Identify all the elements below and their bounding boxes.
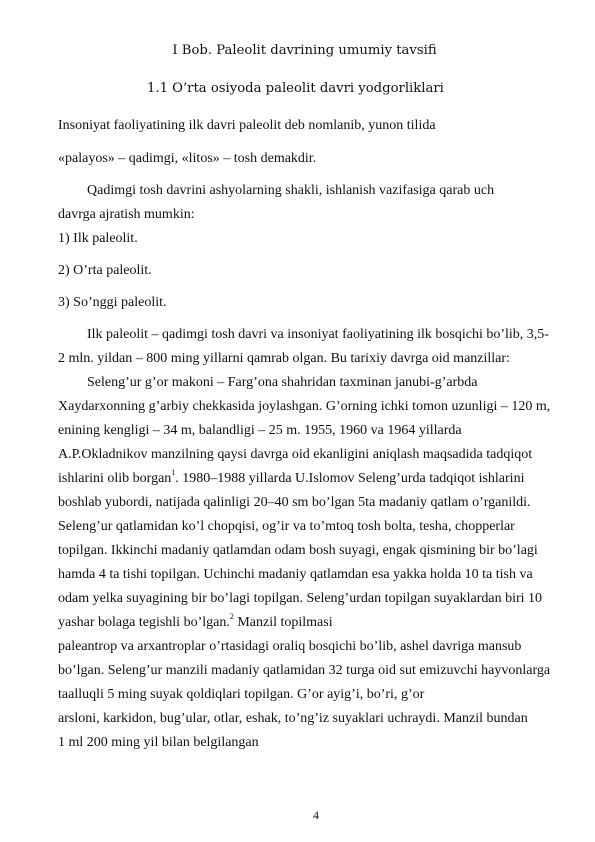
list-item: 1) Ilk paleolit. (58, 231, 138, 246)
body-line: 2 mln. yildan – 800 ming yillarni qamrab olgan. Bu tarixiy davrga oid manzillar: (58, 351, 510, 366)
body-line: bo’lgan. Seleng’ur manzili madaniy qatlamidan 32 turga oid sut emizuvchi hayvonlarga (58, 663, 551, 678)
body-line: odam yelka suyagining bir bo’lagi topilgan. Seleng’urdan topilgan suyaklardan biri 10 (58, 591, 543, 606)
body-line: boshlab yubordi, natijada qalinligi 20–40 sm bo’lgan 5ta madaniy qatlam o’rganildi. (58, 495, 531, 510)
body-line (58, 612, 333, 631)
body-line: Xaydarxonning g’arbiy chekkasida joylashgan. G’orning ichki tomon uzunligi – 120 m, (58, 399, 551, 414)
body-text: . 1980–1988 yillarda U.Islomov Seleng’urda tadqiqot ishlarini (175, 471, 525, 486)
body-line: A.P.Okladnikov manzilning qaysi davrga oid ekanligini aniqlash maqsadida tadqiqot (58, 447, 533, 462)
body-line: taalluqli 5 ming suyak qoldiqlari topilgan. G’or ayig’i, bo’ri, g’or (58, 687, 425, 702)
body-line: arsloni, karkidon, bug’ular, otlar, eshak, to’ng’iz suyaklari uchraydi. Manzil bundan (58, 711, 528, 726)
body-line: paleantrop va arxantroplar o’rtasidagi oraliq bosqichi bo’lib, ashel davriga mansub (58, 639, 522, 654)
body-line: Insoniyat faoliyatining ilk davri paleolit deb nomlanib, yunon tilida (58, 118, 436, 133)
body-line: Seleng’ur qatlamidan ko’l chopqisi, og’ir va to’mtoq tosh bolta, tesha, chopperlar (58, 519, 515, 534)
body-line: «palayos» – qadimgi, «litos» – tosh demakdir. (58, 151, 317, 166)
body-line: Ilk paleolit – qadimgi tosh davri va insoniyat faoliyatining ilk bosqichi bo’lib, 3,5- (87, 327, 549, 342)
footnote-mark: 1 (171, 468, 176, 478)
body-line: hamda 4 ta tishi topilgan. Uchinchi madaniy qatlamdan esa yakka holda 10 ta tish va (58, 567, 533, 582)
list-item: 2) O’rta paleolit. (58, 263, 152, 278)
body-text: yashar bolaga tegishli bo’lgan. (58, 615, 230, 630)
body-line (58, 468, 525, 487)
body-line: enining kengligi – 34 m, balandligi – 25 m. 1955, 1960 va 1964 yillarda (58, 423, 462, 438)
body-line: davrga ajratish mumkin: (58, 207, 195, 222)
body-text: Manzil topilmasi (233, 615, 333, 630)
body-text: ishlarini olib borgan (58, 471, 172, 486)
body-line: topilgan. Ikkinchi madaniy qatlamdan odam bosh suyagi, engak qismining bir bo’lagi (58, 543, 538, 558)
body-line: Seleng’ur g’or makoni – Farg’ona shahridan taxminan janubi-g’arbda (87, 375, 478, 390)
footnote-mark: 2 (229, 612, 234, 622)
list-item: 3) So’nggi paleolit. (58, 295, 167, 310)
body-line: 1 ml 200 ming yil bilan belgilangan (58, 735, 259, 750)
chapter-title: I Bob. Paleolit davrining umumiy tavsifi (172, 43, 437, 58)
page-number: 4 (313, 808, 319, 822)
body-line: Qadimgi tosh davrini ashyolarning shakli, ishlanish vazifasiga qarab uch (87, 183, 495, 198)
section-title: 1.1 O’rta osiyoda paleolit davri yodgorliklari (147, 81, 444, 96)
